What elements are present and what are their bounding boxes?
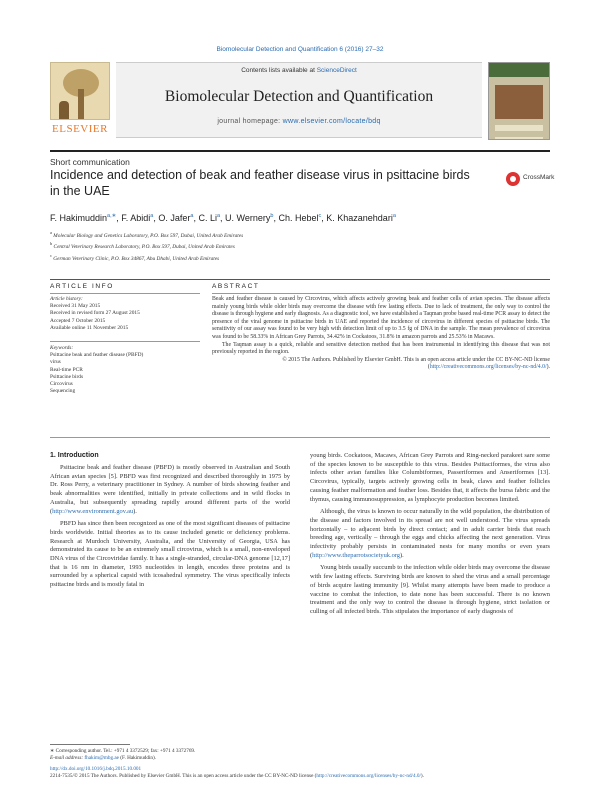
keywords bbox=[50, 345, 200, 395]
intro-right-para-2: Young birds usually succumb to the infection while older birds may overcome the disease with few lasting effects. Surviving birds are known to shed the virus and a small percentage of birds acquire lasting immunity [9]. Whilst many attempts have been made to produce a vaccine to combat the infection, to date none has been successful. There is no known treatment and the only way to control the disease is through hygiene, strict isolation or culling of all infected birds. This stipulates the importance of early diagnosis of bbox=[310, 564, 550, 615]
author-name[interactable]: C. Li bbox=[198, 213, 217, 223]
affiliations bbox=[50, 229, 550, 263]
intro-left-para-1 bbox=[50, 464, 290, 516]
elsevier-wordmark: ELSEVIER bbox=[52, 123, 108, 135]
affiliation-item bbox=[50, 229, 550, 240]
email-link[interactable]: fhakim@mbg.ae bbox=[84, 755, 119, 761]
journal-masthead bbox=[50, 62, 550, 144]
affiliation-text: Central Veterinary Research Laboratory, P.O. Box 597, Dubai, United Arab Emirates bbox=[53, 244, 235, 251]
author-affiliation-marker: a bbox=[216, 213, 221, 219]
history-item: Received 31 May 2015 bbox=[50, 303, 101, 310]
article-info-divider bbox=[50, 293, 200, 294]
affiliation-item bbox=[50, 252, 550, 263]
keyword-item: Sequencing bbox=[50, 388, 76, 395]
issn-end: ). bbox=[420, 773, 424, 779]
intro-left-p1-text: Psittacine beak and feather disease (PBFD) is mostly observed in Australian and South African avian species [5]. PBFD was first recognized and described thoroughly in 1975 by Dr. Ross Perry, a veterinary practitioner in Sydney. A number of birds showing feather and beak abnormalities were identified, initially in private collections and in wild flocks in Australia, but subsequently spreading rapidly around different parts of the world ( bbox=[50, 464, 290, 515]
article-title: Incidence and detection of beak and feather disease virus in psittacine birds in the UAE bbox=[50, 168, 470, 198]
intro-left-column bbox=[50, 464, 290, 590]
issn-line bbox=[50, 773, 550, 780]
crossmark-icon bbox=[506, 172, 520, 186]
corresponding-author: ∗ Corresponding author. Tel.: +971 4 3372529; fax: +971 4 3372769. bbox=[50, 748, 196, 754]
issn-license-link[interactable]: http://creativecommons.org/licenses/by-nc-nd/4.0/ bbox=[316, 773, 421, 779]
copyright-text: © 2015 The Authors. Published by Elsevier GmbH. This is an open access article under the CC BY-NC-ND license ( bbox=[282, 356, 550, 371]
author-separator: , bbox=[220, 213, 226, 223]
license-link[interactable]: http://creativecommons.org/licenses/by-nc-nd/4.0/ bbox=[429, 364, 547, 371]
author-separator: , bbox=[193, 213, 199, 223]
author-name[interactable]: F. Hakimuddin bbox=[50, 213, 108, 223]
author-separator: , bbox=[116, 213, 122, 223]
header-divider bbox=[50, 150, 550, 152]
author-name[interactable]: K. Khazanehdari bbox=[326, 213, 393, 223]
footnote-rule bbox=[50, 744, 130, 745]
history-label: Article history: bbox=[50, 296, 83, 302]
doi-link[interactable]: http://dx.doi.org/10.1016/j.bdq.2015.10.001 bbox=[50, 766, 142, 772]
author-name[interactable]: Ch. Hebel bbox=[278, 213, 319, 223]
intro-right-column bbox=[310, 452, 550, 617]
author-separator: , bbox=[321, 213, 327, 223]
article-info-heading: ARTICLE INFO bbox=[50, 283, 114, 290]
keyword-item: Real-time PCR bbox=[50, 366, 83, 373]
abstract-heading: ABSTRACT bbox=[212, 283, 260, 290]
author-separator: , bbox=[273, 213, 279, 223]
intro-left-p1-end: ). bbox=[133, 507, 137, 515]
history-keywords-divider bbox=[50, 341, 200, 342]
journal-cover-image bbox=[488, 62, 550, 140]
parrot-society-link[interactable]: http://www.theparrotsocietyuk.org bbox=[312, 551, 400, 559]
keyword-item: Psittacine beak and feather disease (PBFD) bbox=[50, 352, 144, 359]
author-affiliation-marker: a bbox=[392, 213, 396, 219]
article-type: Short communication bbox=[50, 157, 130, 167]
history-item: Accepted 7 October 2015 bbox=[50, 317, 106, 324]
contents-availability bbox=[116, 67, 482, 74]
journal-homepage bbox=[116, 118, 482, 125]
keyword-item: Psittacine birds bbox=[50, 373, 84, 380]
abstract-bottom-divider bbox=[50, 437, 550, 438]
author-name[interactable]: O. Jafer bbox=[158, 213, 191, 223]
author-affiliation-marker: c bbox=[318, 213, 322, 219]
author-list bbox=[50, 213, 550, 223]
author-name[interactable]: U. Wernery bbox=[225, 213, 271, 223]
article-history bbox=[50, 296, 200, 332]
affiliation-text: German Veterinary Clinic, P.O. Box 34867, Abu Dhabi, United Arab Emirates bbox=[53, 255, 220, 262]
keyword-item: Circovirus bbox=[50, 381, 73, 388]
affiliation-divider bbox=[50, 279, 550, 280]
affiliation-item bbox=[50, 240, 550, 251]
affiliation-marker: c bbox=[50, 252, 52, 258]
keywords-label: Keywords: bbox=[50, 345, 74, 351]
citation-header: Biomolecular Detection and Quantification 6 (2016) 27–32 bbox=[216, 46, 384, 53]
history-item: Available online 11 November 2015 bbox=[50, 324, 129, 331]
introduction-heading: 1. Introduction bbox=[50, 452, 99, 459]
crossmark-badge[interactable] bbox=[506, 172, 556, 188]
intro-right-p1-end: ). bbox=[400, 551, 404, 559]
contents-prefix: Contents lists available at bbox=[241, 67, 317, 74]
intro-left-para-2: PBFD has since then been recognized as one of the most significant diseases of psittacine birds worldwide. Initial theories as to its cause included genetic or deficiency problems. Research at Murdoch University, Australia, and the University of Georgia, USA has demonstrated its cause to be an extremely small circovirus, which is a small, non-enveloped DNA virus of the Circoviridae family. It has a single-stranded, circular-DNA genome [12,17] that is 16 nm in diameter, 1993 nucleotides in length, encodes three proteins and is surrounded by a spherical capsid with icosahedral symmetry. The virus specifically infects psittacine birds and is mostly fatal in bbox=[50, 520, 290, 589]
keyword-item: virus bbox=[50, 359, 61, 366]
journal-title: Biomolecular Detection and Quantification bbox=[164, 88, 434, 105]
abstract-divider bbox=[212, 293, 550, 294]
email-line bbox=[50, 755, 550, 762]
abstract-para-1: Beak and feather disease is caused by Circovirus, which affects actively growing beak and feather cells of avian species. The disease affects mainly young birds while older birds may overcome the disease with few lasting effects. Due to lack of treatment, the only way to control the disease is through hygiene and early diagnosis. As a diagnostic tool, we have established a Taqman probe based real-time PCR assay to detect the presence of the viral genome in psittacine birds in UAE and reported the incidence of circovirus in different species of psittacine birds. The sensitivity of our assay was found to be very high with detection limit of up to 3.5 fg of DNA in the sample. The mean prevalence of circovirus was found to be 58.33% in African Grey Parrots, 34.42% in Cockatoos, 31.8% in amazon parrots and 25.53% in Macaws. bbox=[212, 296, 550, 340]
author-affiliation-marker: a,∗ bbox=[107, 213, 117, 219]
sciencedirect-link[interactable]: ScienceDirect bbox=[316, 67, 357, 74]
email-label: E-mail address: bbox=[50, 755, 85, 761]
elsevier-tree-icon bbox=[50, 62, 110, 120]
issn-text: 2214-7535/© 2015 The Authors. Published by Elsevier GmbH. This is an open access article under the CC BY-NC-ND license ( bbox=[50, 773, 317, 779]
elsevier-logo bbox=[50, 62, 110, 140]
abstract-para-2: The Taqman assay is a quick, reliable and sensitive detection method that has been instrumental in identifying this disease that was not previously reported in the region. bbox=[212, 341, 550, 356]
copyright-end: ). bbox=[546, 364, 550, 371]
affiliation-text: Molecular Biology and Genetics Laboratory, P.O. Box 597, Dubai, United Arab Emirates bbox=[53, 232, 244, 239]
intro-right-p1-text: Although, the virus is known to occur naturally in the wild population, the distribution of the disease and factors involved in its spread are not well understood. The virus spreads horizontally – to adjacent birds by direct contact; and in adult carrier birds that reach breeding age, vertically – through the eggs and chicks affecting the next generation. Virus infectivity probably persists in contaminated nests for many months or even years ( bbox=[310, 508, 550, 559]
intro-right-para-0: young birds. Cockatoos, Macaws, African Grey Parrots and Ring-necked parakeet sare some of the species known to be susceptible to this virus. Besides Psittaciformes, the virus also infects other avian families like Columbiformes, Passeriformes and Anseriformes [13]. Circovirus, typically, targets actively growing cells in beak, claws and feather follicles causing feather malformation and feather loss. Besides that, it affects the bursa fabric and the thymus, causing immunosuppression, as lymphocyte production becomes limited. bbox=[310, 452, 550, 503]
homepage-link[interactable]: www.elsevier.com/locate/bdq bbox=[282, 118, 381, 125]
environment-link[interactable]: http://www.environment.gov.au bbox=[52, 507, 134, 515]
footnotes bbox=[50, 744, 550, 780]
author-affiliation-marker: a bbox=[150, 213, 154, 219]
doi-line bbox=[50, 766, 550, 773]
crossmark-label: CrossMark bbox=[523, 174, 555, 181]
author-separator: , bbox=[153, 213, 159, 223]
author-affiliation-marker: a bbox=[190, 213, 194, 219]
homepage-prefix: journal homepage: bbox=[217, 118, 283, 125]
history-item: Received in revised form 27 August 2015 bbox=[50, 310, 140, 317]
author-affiliation-marker: b bbox=[270, 213, 274, 219]
email-after: (F. Hakimuddin). bbox=[119, 755, 157, 761]
affiliation-marker: b bbox=[50, 241, 53, 247]
affiliation-marker: a bbox=[50, 230, 52, 235]
intro-right-para-1 bbox=[310, 508, 550, 560]
abstract-copyright bbox=[212, 357, 550, 372]
abstract-body bbox=[212, 296, 550, 372]
author-name[interactable]: F. Abidi bbox=[121, 213, 151, 223]
journal-info-box bbox=[116, 62, 482, 138]
